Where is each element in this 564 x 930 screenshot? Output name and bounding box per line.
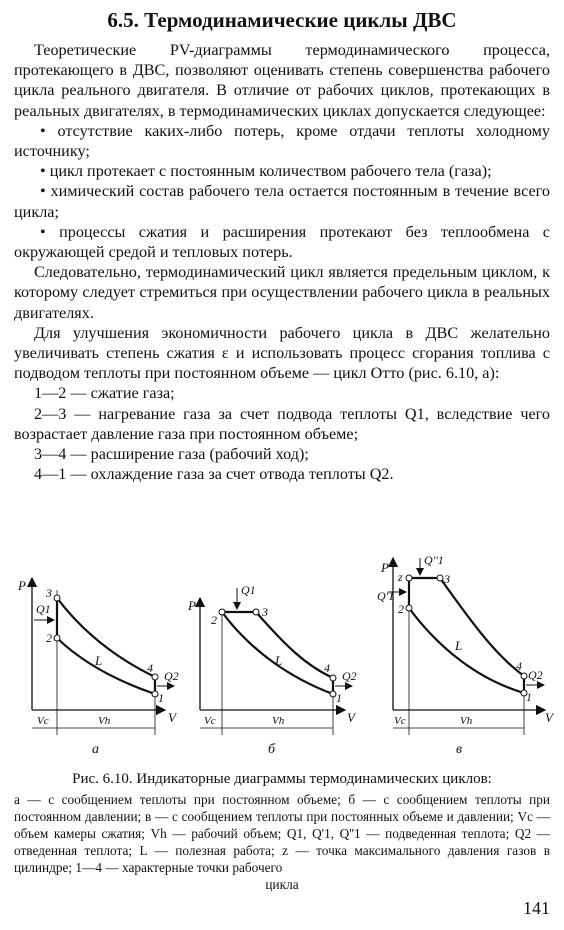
bullet-item: • отсутствие каких-либо потерь, кроме отдачи теплоты холодному источнику; <box>14 121 550 161</box>
work-label: L <box>95 653 103 668</box>
heat-in-label: Q1 <box>36 602 51 616</box>
paragraph-conclusion: Следовательно, термодинамический цикл является предельным циклом, к которому следует стремиться при осуществлении рабочего цикла в реальных двигателях. <box>14 263 550 322</box>
diagram-a <box>17 578 179 757</box>
body-text <box>14 40 550 484</box>
diagram-b <box>187 583 357 757</box>
point-label: 3 <box>444 572 450 586</box>
process-step: 2—3 — нагревание газа за счет подвода теплоты Q1, вследствие чего возрастает давление газа при постоянном объеме; <box>14 404 550 443</box>
vh-label: Vh <box>460 715 473 727</box>
section-heading: 6.5. Термодинамические циклы ДВС <box>107 8 457 32</box>
heat-out-label: Q2 <box>528 668 543 682</box>
caption-text: а — с сообщением теплоты при постоянном объеме; б — с сообщением теплоты при постоянном давлении; в — с сообщением теплоты при постоянных объеме и давлении; Vс — объем камеры сжатия; Vh — рабочий объем; Q1, Q'1, Q''1 — подведенная теплота; Q2 — отведенная теплота; L — полезная работа; z — точка максимального давления газов в цилиндре; 1—4 — характерные точки рабочего <box>14 792 550 875</box>
vc-label: Vc <box>204 715 216 727</box>
vh-label: Vh <box>98 715 111 727</box>
bullet-item: • процессы сжатия и расширения протекают без теплообмена с окружающей средой и тепловых потерь. <box>14 222 550 262</box>
point-label: 2 <box>211 613 217 627</box>
subfigure-label: в <box>456 742 463 757</box>
process-step: 3—4 — расширение газа (рабочий ход); <box>34 445 309 464</box>
subfigure-label: а <box>92 742 99 757</box>
bullet-item: • химический состав рабочего тела остается постоянным в течение всего цикла; <box>14 182 550 221</box>
point-label: 1 <box>526 690 532 704</box>
point-label: 4 <box>147 661 153 675</box>
vc-label: Vc <box>394 715 406 727</box>
caption-text-end: цикла <box>265 877 299 892</box>
vh-label: Vh <box>272 715 285 727</box>
bullet-item: • цикл протекает с постоянным количеством рабочего тела (газа); <box>40 162 492 181</box>
point-label: 1 <box>336 691 342 705</box>
pv-diagrams-figure <box>0 550 564 770</box>
process-step: 4—1 — охлаждение газа за счет отвода теплоты Q2. <box>34 465 394 484</box>
subfigure-label: б <box>268 742 276 757</box>
point-label: 4 <box>516 659 522 673</box>
v-axis-label: V <box>347 710 355 725</box>
point-label: 1 <box>158 691 164 705</box>
v-axis-label: V <box>168 710 176 725</box>
paragraph-otto: Для улучшения экономичности рабочего цикла в ДВС желательно увеличивать степень сжатия ε и использовать процесс сгорания топлива с подводом теплоты при постоянном объеме — цикл Отто (рис. 6.10, а): <box>14 323 550 383</box>
point-label: 3 <box>262 605 268 619</box>
work-label: L <box>275 653 283 668</box>
vc-label: Vc <box>37 715 49 727</box>
point-label: 2 <box>398 602 404 616</box>
point-label: 3 <box>46 586 52 600</box>
heat-in-label: Q'1 <box>377 589 395 603</box>
v-axis-label: V <box>545 710 553 725</box>
p-axis-label: P <box>18 578 26 593</box>
figure-caption-body <box>14 791 550 893</box>
diagram-c <box>377 553 555 757</box>
heat-in-label: Q''1 <box>424 553 444 567</box>
p-axis-label: P <box>381 560 389 575</box>
point-label: 4 <box>324 661 330 675</box>
heat-out-label: Q2 <box>342 669 357 683</box>
heat-out-label: Q2 <box>164 669 179 683</box>
p-axis-label: P <box>188 598 196 613</box>
heat-in-label: Q1 <box>241 583 256 597</box>
point-label: z <box>398 570 403 584</box>
point-label: 2 <box>46 631 52 645</box>
process-step: 1—2 — сжатие газа; <box>34 384 175 403</box>
work-label: L <box>455 638 463 653</box>
figure-caption-title: Рис. 6.10. Индикаторные диаграммы термодинамических циклов: <box>72 771 492 787</box>
page-number: 141 <box>523 898 550 918</box>
paragraph-intro: Теоретические PV-диаграммы термодинамического процесса, протекающего в ДВС, позволяют оценивать степень совершенства рабочего цикла реального двигателя. В отличие от рабочих циклов, протекающих в реальных двигателях, в термодинамических циклах допускается следующее: <box>14 41 550 120</box>
